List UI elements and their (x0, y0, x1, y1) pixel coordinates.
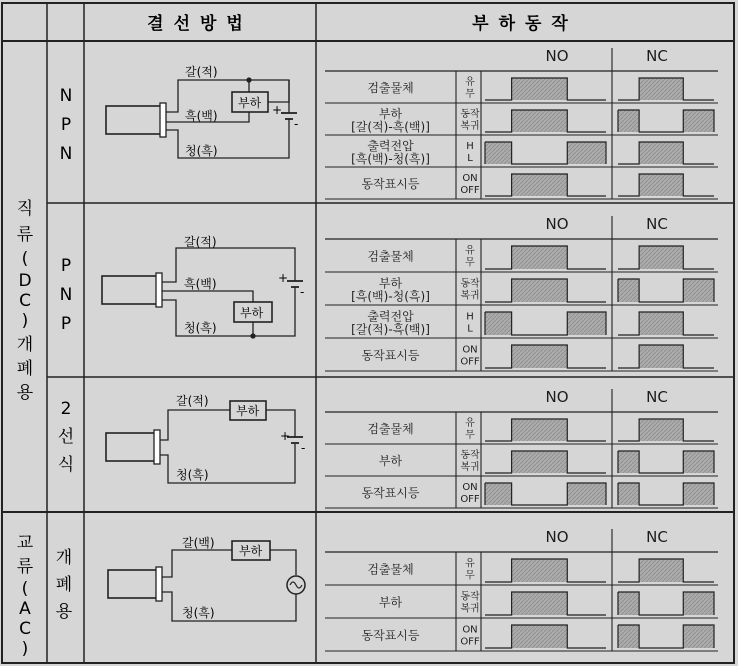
dc-char: 개 (16, 335, 34, 355)
wiring-pnp-labels (184, 234, 304, 335)
state-high-label: 유 (465, 558, 475, 570)
pulse-fill (618, 279, 639, 302)
load-label: 부하 (238, 96, 262, 110)
ac-char: 용 (55, 602, 73, 622)
row-label: 동작표시등 (361, 348, 420, 363)
ac-char: ( (21, 579, 29, 599)
ac-char: 폐 (55, 575, 73, 595)
state-low-label: 무 (465, 257, 475, 269)
state-low-label: 복귀 (460, 462, 480, 473)
type-pnp-char: P (60, 314, 72, 334)
pulse-fill (485, 142, 512, 164)
pulse-fill (683, 279, 714, 302)
minus-sign: - (294, 117, 299, 131)
state-low-label: 무 (465, 430, 475, 441)
state-high-label: ON (462, 173, 478, 184)
dc-char: 직 (16, 199, 34, 219)
pulse-fill (512, 451, 568, 473)
wire-label: 청(흑) (176, 468, 209, 482)
ac-char: 교 (16, 533, 34, 553)
pulse-fill (618, 451, 639, 473)
state-high-label: H (466, 141, 474, 152)
row-label: 부하 (378, 454, 403, 468)
state-low-label: L (467, 323, 473, 335)
row-sublabel: [흑(백)-청(흑)] (351, 152, 430, 166)
pulse-fill (567, 483, 606, 505)
type-pnp-char: N (59, 285, 73, 305)
timing-table-two-wire (325, 388, 718, 508)
sensor-head (156, 567, 162, 601)
pulse-fill (639, 559, 683, 582)
sensor-body (108, 570, 160, 598)
pulse-fill (683, 483, 714, 505)
pulse-fill (512, 625, 568, 648)
sensor-body (106, 106, 164, 134)
type-2wire-char: 2 (60, 399, 72, 419)
pulse-fill (512, 419, 568, 441)
pulse-fill (683, 451, 714, 473)
column-nc-label: NC (646, 528, 668, 546)
column-nc-label: NC (646, 388, 668, 406)
pulse-fill (512, 345, 568, 368)
pulse-fill (683, 625, 714, 648)
pulse-fill (485, 312, 512, 335)
pulse-fill (512, 78, 568, 100)
group-label-dc (17, 199, 34, 403)
wire-label: 갈(백) (182, 536, 215, 550)
pulse-fill (639, 345, 683, 368)
header-wiring-method: 결선방법 (147, 14, 253, 34)
row-sublabel: [갈(적)-흑(백)] (351, 322, 430, 337)
sensor-head (160, 103, 166, 137)
column-nc-label: NC (646, 215, 668, 233)
pulse-fill (485, 483, 512, 505)
pulse-fill (618, 625, 639, 648)
plus-sign: + (278, 271, 289, 285)
pulse-fill (618, 110, 639, 132)
pulse-fill (512, 246, 568, 269)
state-low-label: 무 (465, 89, 475, 100)
column-nc-label: NC (646, 47, 668, 65)
load-label: 부하 (236, 404, 260, 418)
load-label: 부하 (240, 306, 264, 320)
row-label: 부하 (378, 107, 403, 121)
timing-table-ac (325, 528, 718, 651)
row-label: 부하 (378, 276, 403, 291)
column-no-label: NO (545, 388, 569, 406)
group-label-ac (17, 533, 73, 659)
wire-label: 흑(백) (185, 109, 218, 123)
pulse-fill (618, 483, 639, 505)
row-label: 검출물체 (367, 81, 414, 95)
state-high-label: 유 (465, 418, 475, 429)
wire-label: 청(흑) (185, 144, 218, 158)
row-sublabel: [흑(백)-청(흑)] (351, 289, 430, 304)
wiring-npn-labels (185, 64, 298, 158)
row-label: 동작표시등 (361, 177, 420, 191)
type-npn-char: N (59, 144, 73, 164)
row-label: 출력전압 (367, 139, 414, 153)
wire-label: 청(흑) (184, 321, 217, 335)
pulse-fill (639, 142, 683, 164)
timing-charts (325, 47, 718, 651)
state-high-label: 동작 (460, 109, 480, 120)
row-label: 검출물체 (367, 422, 414, 436)
wire-label: 갈(적) (184, 235, 217, 249)
type-labels (58, 86, 74, 475)
state-low-label: 복귀 (460, 290, 480, 302)
pulse-fill (639, 312, 683, 335)
pulse-fill (639, 419, 683, 441)
state-high-label: ON (462, 344, 478, 356)
pulse-fill (512, 110, 568, 132)
state-low-label: L (467, 153, 473, 164)
wiring-ac-labels (182, 535, 263, 620)
column-no-label: NO (545, 215, 569, 233)
state-high-label: ON (462, 482, 478, 493)
minus-sign: - (301, 441, 306, 455)
state-high-label: 유 (465, 77, 475, 88)
timing-table-npn (325, 47, 718, 199)
pulse-fill (512, 559, 568, 582)
pulse-fill (639, 174, 683, 196)
row-label: 검출물체 (367, 562, 414, 577)
state-high-label: H (466, 311, 474, 323)
wire-label: 청(흑) (182, 606, 215, 620)
table-header (147, 13, 578, 34)
row-label: 부하 (378, 595, 403, 610)
sensor-body (102, 276, 160, 304)
dc-char: ( (21, 249, 29, 269)
pulse-fill (683, 592, 714, 615)
sensor-body (106, 433, 158, 461)
state-low-label: 무 (465, 570, 475, 582)
type-pnp-char: P (60, 256, 72, 276)
row-label: 출력전압 (367, 309, 414, 324)
ac-char: ) (21, 639, 29, 659)
pulse-fill (567, 142, 606, 164)
row-sublabel: [갈(적)-흑(백)] (351, 120, 430, 134)
state-low-label: OFF (460, 356, 480, 368)
type-npn-char: P (60, 115, 72, 135)
state-high-label: 유 (465, 245, 475, 257)
dc-char: 용 (16, 383, 34, 403)
column-no-label: NO (545, 47, 569, 65)
state-low-label: 복귀 (460, 121, 480, 132)
row-label: 동작표시등 (361, 486, 420, 500)
dc-char: D (18, 271, 32, 291)
wire-label: 흑(백) (184, 277, 217, 291)
state-low-label: OFF (460, 494, 480, 505)
header-load-operation: 부하동작 (472, 14, 578, 34)
dc-char: 폐 (16, 359, 34, 379)
dc-char: ) (21, 311, 29, 331)
dc-char: C (19, 291, 31, 311)
pulse-fill (512, 279, 568, 302)
pulse-fill (639, 246, 683, 269)
ac-char: C (19, 619, 31, 639)
load-label: 부하 (239, 544, 263, 558)
state-low-label: OFF (460, 185, 480, 196)
plus-sign: + (280, 429, 291, 443)
column-no-label: NO (545, 528, 569, 546)
wiring-2wire-labels (176, 393, 305, 482)
row-label: 동작표시등 (361, 628, 420, 643)
ac-char: 개 (55, 548, 73, 568)
type-npn-char: N (59, 86, 73, 106)
pulse-fill (567, 312, 606, 335)
sensor-head (156, 273, 162, 307)
pulse-fill (512, 592, 568, 615)
state-high-label: 동작 (460, 591, 480, 603)
type-2wire-char: 식 (57, 455, 75, 475)
state-high-label: 동작 (460, 278, 480, 290)
wire-label: 갈(적) (185, 65, 218, 79)
state-high-label: 동작 (460, 450, 480, 461)
plus-sign: + (272, 103, 283, 117)
state-low-label: 복귀 (460, 603, 480, 615)
dc-char: 류 (16, 225, 34, 245)
row-label: 검출물체 (367, 249, 414, 264)
minus-sign: - (300, 285, 305, 299)
pulse-fill (512, 174, 568, 196)
type-2wire-char: 선 (57, 427, 75, 447)
pulse-fill (618, 592, 639, 615)
pulse-fill (683, 110, 714, 132)
ac-char: A (19, 599, 31, 619)
pulse-fill (639, 78, 683, 100)
state-high-label: ON (462, 624, 478, 636)
timing-table-pnp (325, 215, 718, 371)
ac-char: 류 (16, 557, 34, 577)
sensor-head (154, 430, 160, 464)
wire-label: 갈(적) (176, 394, 209, 408)
state-low-label: OFF (460, 636, 480, 648)
